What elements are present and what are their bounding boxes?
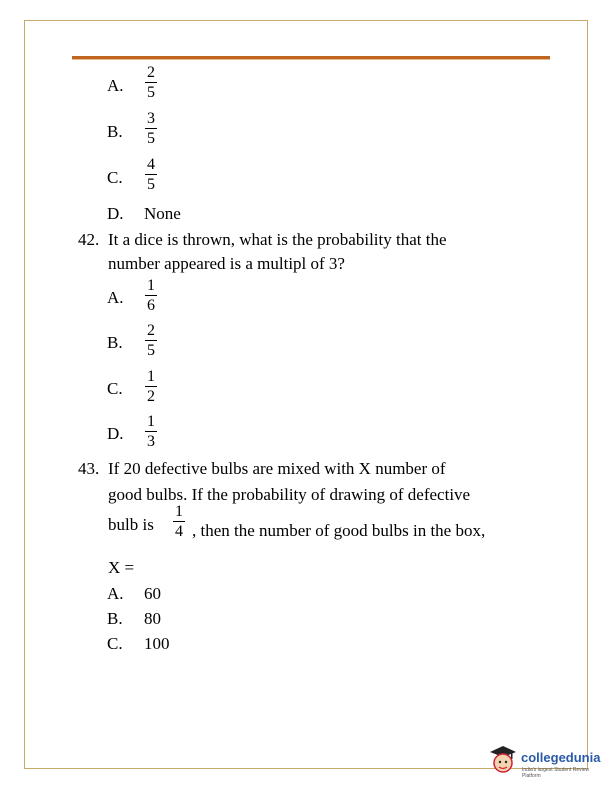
option-b-text: 80 xyxy=(144,609,161,628)
question-text-line1: It a dice is thrown, what is the probability that the xyxy=(108,230,447,249)
option-d-label: D. xyxy=(107,204,124,223)
graduate-mascot-icon xyxy=(488,744,518,776)
question-text-line2: good bulbs. If the probability of drawing of defective xyxy=(108,485,471,504)
option-c-label: C. xyxy=(107,379,123,398)
option-b-label: B. xyxy=(107,609,123,628)
question-text-line3-end: , then the number of good bulbs in the box, xyxy=(192,521,486,540)
probability-fraction: 1 4 xyxy=(175,503,183,540)
option-c-fraction: 4 5 xyxy=(147,156,155,193)
option-d-label: D. xyxy=(107,424,124,443)
header-rule xyxy=(72,56,550,60)
option-a-label: A. xyxy=(107,288,124,307)
option-d-fraction: 1 3 xyxy=(147,413,155,450)
option-c-text: 100 xyxy=(144,634,170,653)
footer-rule xyxy=(24,768,478,769)
question-number: 43. xyxy=(78,459,100,478)
option-b-label: B. xyxy=(107,333,123,352)
question-text-line4: X = xyxy=(108,558,135,577)
option-b-label: B. xyxy=(107,122,123,141)
question-number: 42. xyxy=(78,230,100,249)
option-b-fraction: 2 5 xyxy=(147,322,155,359)
option-c-label: C. xyxy=(107,634,123,653)
logo-tagline: India's largest Student Review Platform xyxy=(522,767,590,779)
question-text-line2: number appeared is a multipl of 3? xyxy=(108,254,345,273)
option-c-fraction: 1 2 xyxy=(147,368,155,405)
collegedunia-logo xyxy=(488,744,606,780)
question-text-line1: If 20 defective bulbs are mixed with X number of xyxy=(108,459,446,478)
option-a-text: 60 xyxy=(144,584,161,603)
option-a-label: A. xyxy=(107,76,124,95)
option-b-fraction: 3 5 xyxy=(147,110,155,147)
option-a-label: A. xyxy=(107,584,124,603)
option-c-label: C. xyxy=(107,168,123,187)
option-d-text: None xyxy=(144,204,181,223)
option-a-fraction: 1 6 xyxy=(147,277,155,314)
logo-brand-text: collegedunia xyxy=(521,750,601,765)
question-text-line3-start: bulb is xyxy=(108,515,154,534)
option-a-fraction: 2 5 xyxy=(147,64,155,101)
